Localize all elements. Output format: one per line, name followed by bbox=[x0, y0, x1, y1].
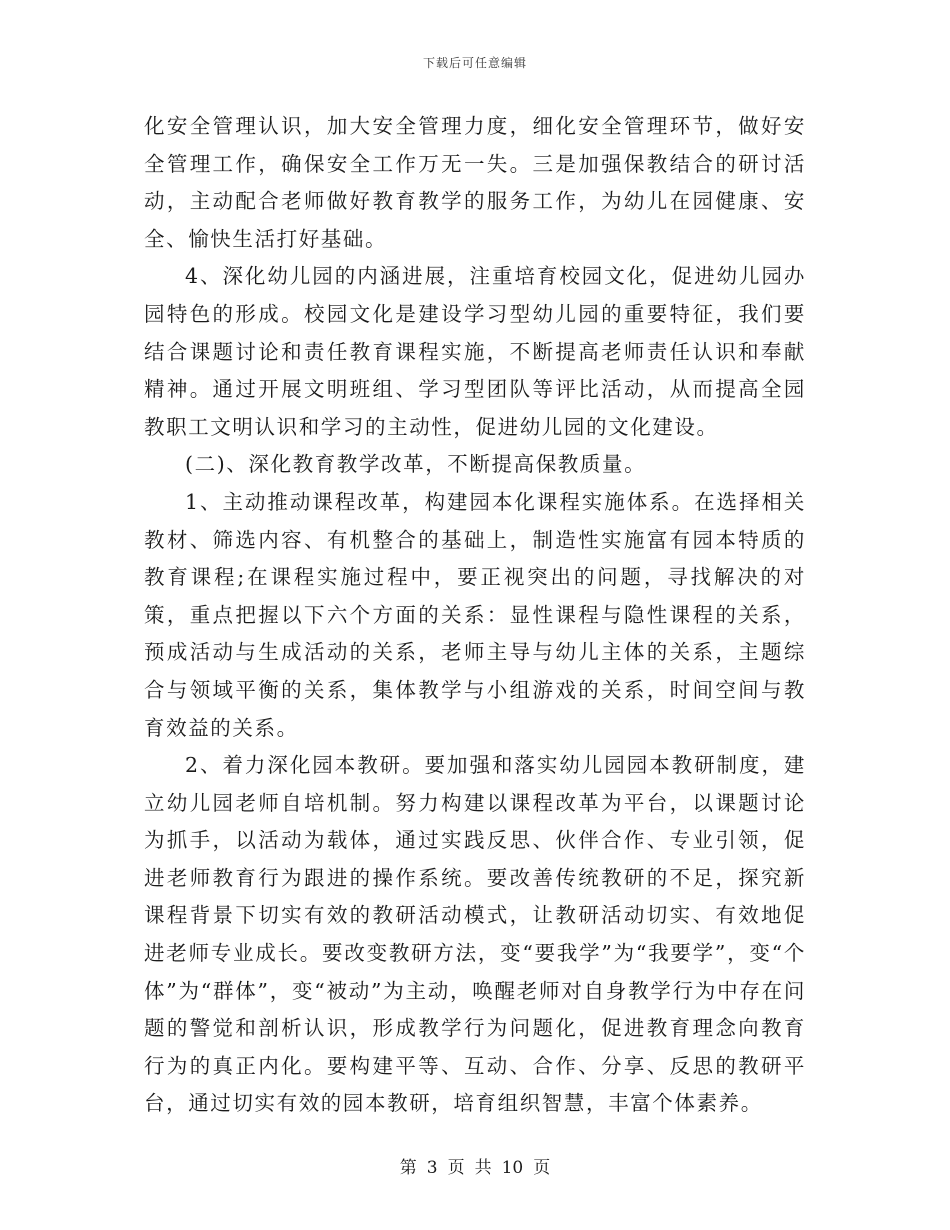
paragraph-campus-culture: 4、深化幼儿园的内涵进展，注重培育校园文化，促进幼儿园办园特色的形成。校园文化是建设学习型幼儿园的重要特征，我们要结合课题讨论和责任教育课程实施，不断提高老师责任认识和奉献精神。通过开展文明班组、学习型团队等评比活动，从而提高全园教职工文明认识和学习的主动性，促进幼儿园的文化建设。 bbox=[144, 264, 806, 439]
section-heading-teaching-reform: (二)、深化教育教学改革，不断提高保教质量。 bbox=[185, 452, 647, 477]
footer-total-pages: 10 bbox=[501, 1158, 524, 1178]
footer-current-page: 3 bbox=[426, 1158, 438, 1178]
footer-prefix: 第 bbox=[399, 1158, 417, 1178]
footer-page-word: 页 bbox=[447, 1158, 465, 1178]
body-content bbox=[144, 108, 806, 1123]
paragraph-curriculum-reform: 1、主动推动课程改革，构建园本化课程实施体系。在选择相关教材、筛选内容、有机整合的基础上，制造性实施富有园本特质的教育课程;在课程实施过程中，要正视突出的问题，寻找解决的对策，重点把握以下六个方面的关系：显性课程与隐性课程的关系，预成活动与生成活动的关系，老师主导与幼儿主体的关系，主题综合与领域平衡的关系，集体教学与小组游戏的关系，时间空间与教育效益的关系。 bbox=[144, 489, 806, 740]
header-note: 下载后可任意编辑 bbox=[422, 56, 527, 70]
footer-total-word: 共 bbox=[474, 1158, 492, 1178]
paragraph-school-research: 2、着力深化园本教研。要加强和落实幼儿园园本教研制度，建立幼儿园老师自培机制。努力构建以课程改革为平台，以课题讨论为抓手，以活动为载体，通过实践反思、伙伴合作、专业引领，促进老师教育行为跟进的操作系统。要改善传统教研的不足，探究新课程背景下切实有效的教研活动模式，让教研活动切实、有效地促进老师专业成长。要改变教研方法，变“要我学”为“我要学”，变“个体”为“群体”，变“被动”为主动，唤醒老师对自身教学行为中存在问题的警觉和剖析认识，形成教学行为问题化，促进教育理念向教育行为的真正内化。要构建平等、互动、合作、分享、反思的教研平台，通过切实有效的园本教研，培育组织智慧，丰富个体素养。 bbox=[144, 753, 806, 1116]
paragraph-continuation: 化安全管理认识，加大安全管理力度，细化安全管理环节，做好安全管理工作，确保安全工作万无一失。三是加强保教结合的研讨活动，主动配合老师做好教育教学的服务工作，为幼儿在园健康、安全、愉快生活打好基础。 bbox=[144, 114, 806, 251]
page-footer bbox=[0, 1153, 950, 1178]
footer-suffix: 页 bbox=[533, 1158, 551, 1178]
